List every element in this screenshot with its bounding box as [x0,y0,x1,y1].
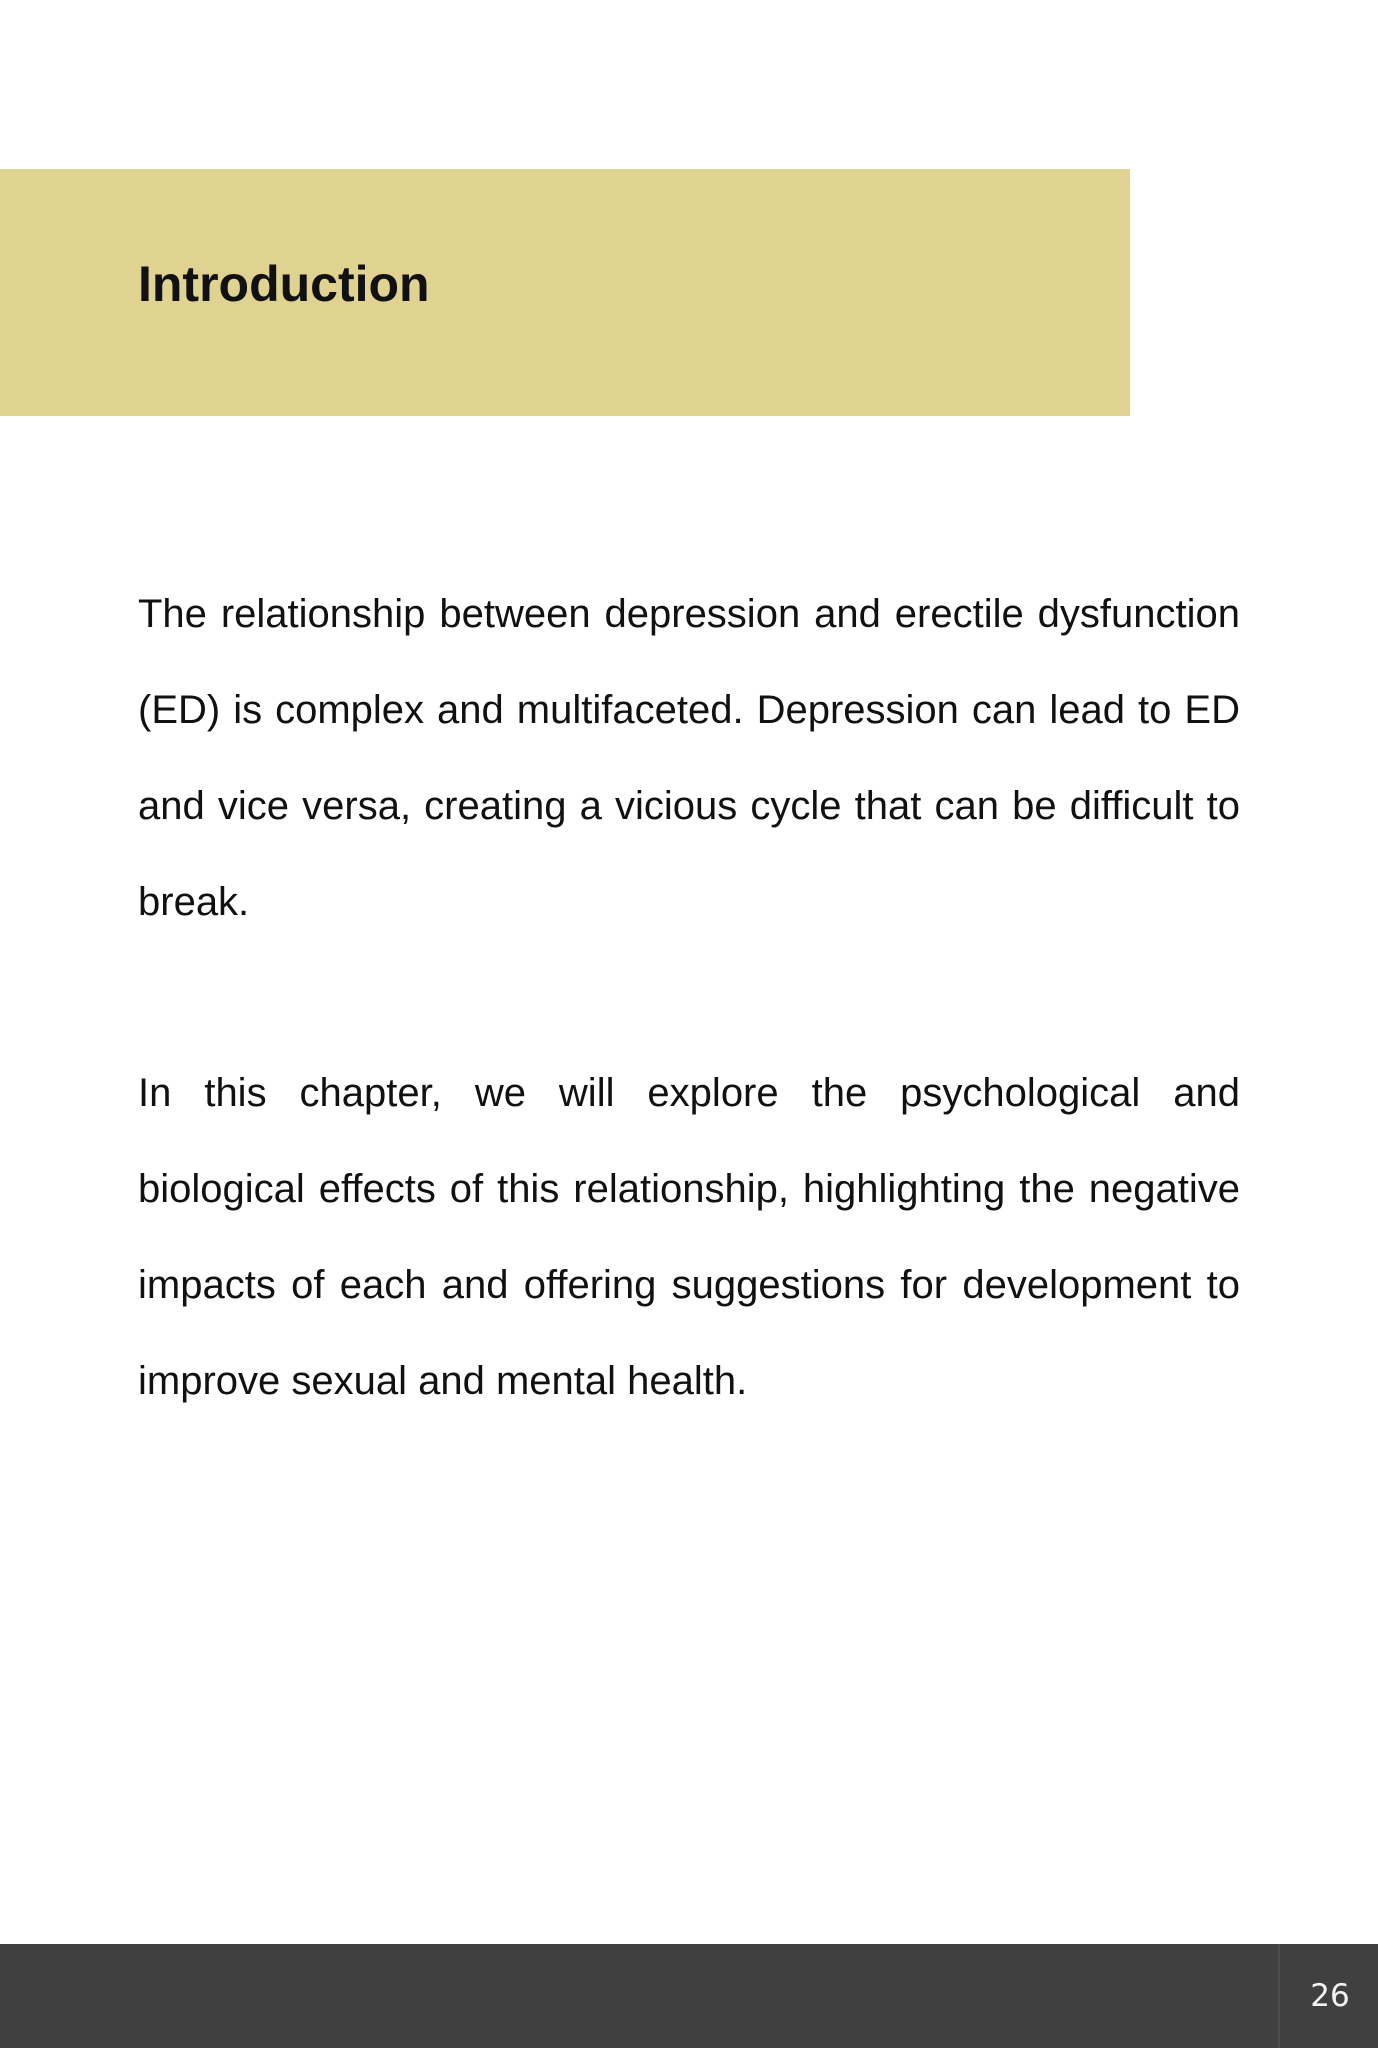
page-footer-bar [0,1944,1378,2048]
page-number: 26 [1310,1978,1350,2014]
section-title: Introduction [138,256,430,312]
intro-paragraph-1: The relationship between depression and erectile dysfunction (ED) is complex and multifaceted. Depression can lead to ED and vice versa, creating a vicious cycle that can be difficult to break. [138,592,1240,924]
footer-divider [1278,1944,1280,2048]
intro-paragraph-2: In this chapter, we will explore the psychological and biological effects of this relationship, highlighting the negative impacts of each and offering suggestions for development to improve sexual and mental health. [138,1071,1240,1403]
